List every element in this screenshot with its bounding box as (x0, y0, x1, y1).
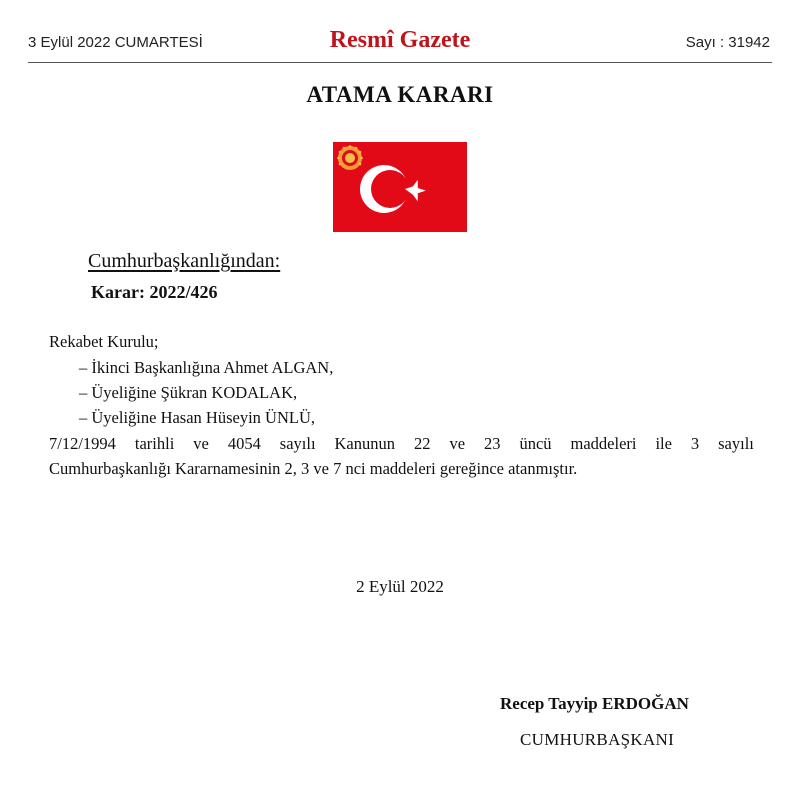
appointment-item: – Üyeliğine Şükran KODALAK, (79, 383, 298, 402)
legal-basis-word: ve (193, 434, 209, 453)
legal-basis-word: 22 (413, 434, 431, 453)
legal-basis-word: ile (655, 434, 672, 453)
appointment-item: – İkinci Başkanlığına Ahmet ALGAN, (79, 358, 334, 377)
legal-basis-word: tarihli (134, 434, 175, 453)
turkish-flag (333, 142, 467, 232)
legal-basis-word: üncü (519, 434, 552, 453)
legal-basis-word: maddeleri (570, 434, 637, 453)
legal-basis-line (49, 434, 754, 454)
legal-basis-word: ve (449, 434, 466, 453)
legal-basis-word: 23 (483, 434, 501, 453)
decision-date: 2 Eylül 2022 (356, 577, 444, 596)
legal-basis-word: sayılı (718, 434, 754, 453)
legal-basis-word: sayılı (279, 434, 316, 453)
legal-basis-line-2: Cumhurbaşkanlığı Kararnamesinin 2, 3 ve 7 nci maddeleri gereğince atanmıştır. (49, 459, 578, 478)
legal-basis-word: 3 (690, 434, 700, 453)
signatory-title: CUMHURBAŞKANI (520, 730, 675, 749)
decision-number: Karar: 2022/426 (91, 282, 218, 302)
signatory-name: Recep Tayyip ERDOĞAN (500, 694, 689, 713)
flag-graphic (333, 142, 467, 232)
legal-basis-word: Kanunun (334, 434, 395, 453)
header-divider (28, 62, 772, 63)
document-title: ATAMA KARARI (306, 82, 494, 107)
issue-number: Sayı : 31942 (685, 34, 770, 51)
board-name: Rekabet Kurulu; (49, 332, 159, 351)
legal-basis-word: 7/12/1994 (49, 434, 116, 453)
gazette-name: Resmî Gazete (329, 27, 471, 53)
issuer-heading: Cumhurbaşkanlığından: (88, 250, 281, 272)
legal-basis-word: 4054 (227, 434, 261, 453)
appointment-item: – Üyeliğine Hasan Hüseyin ÜNLÜ, (79, 408, 315, 427)
issue-date: 3 Eylül 2022 CUMARTESİ (28, 34, 203, 51)
